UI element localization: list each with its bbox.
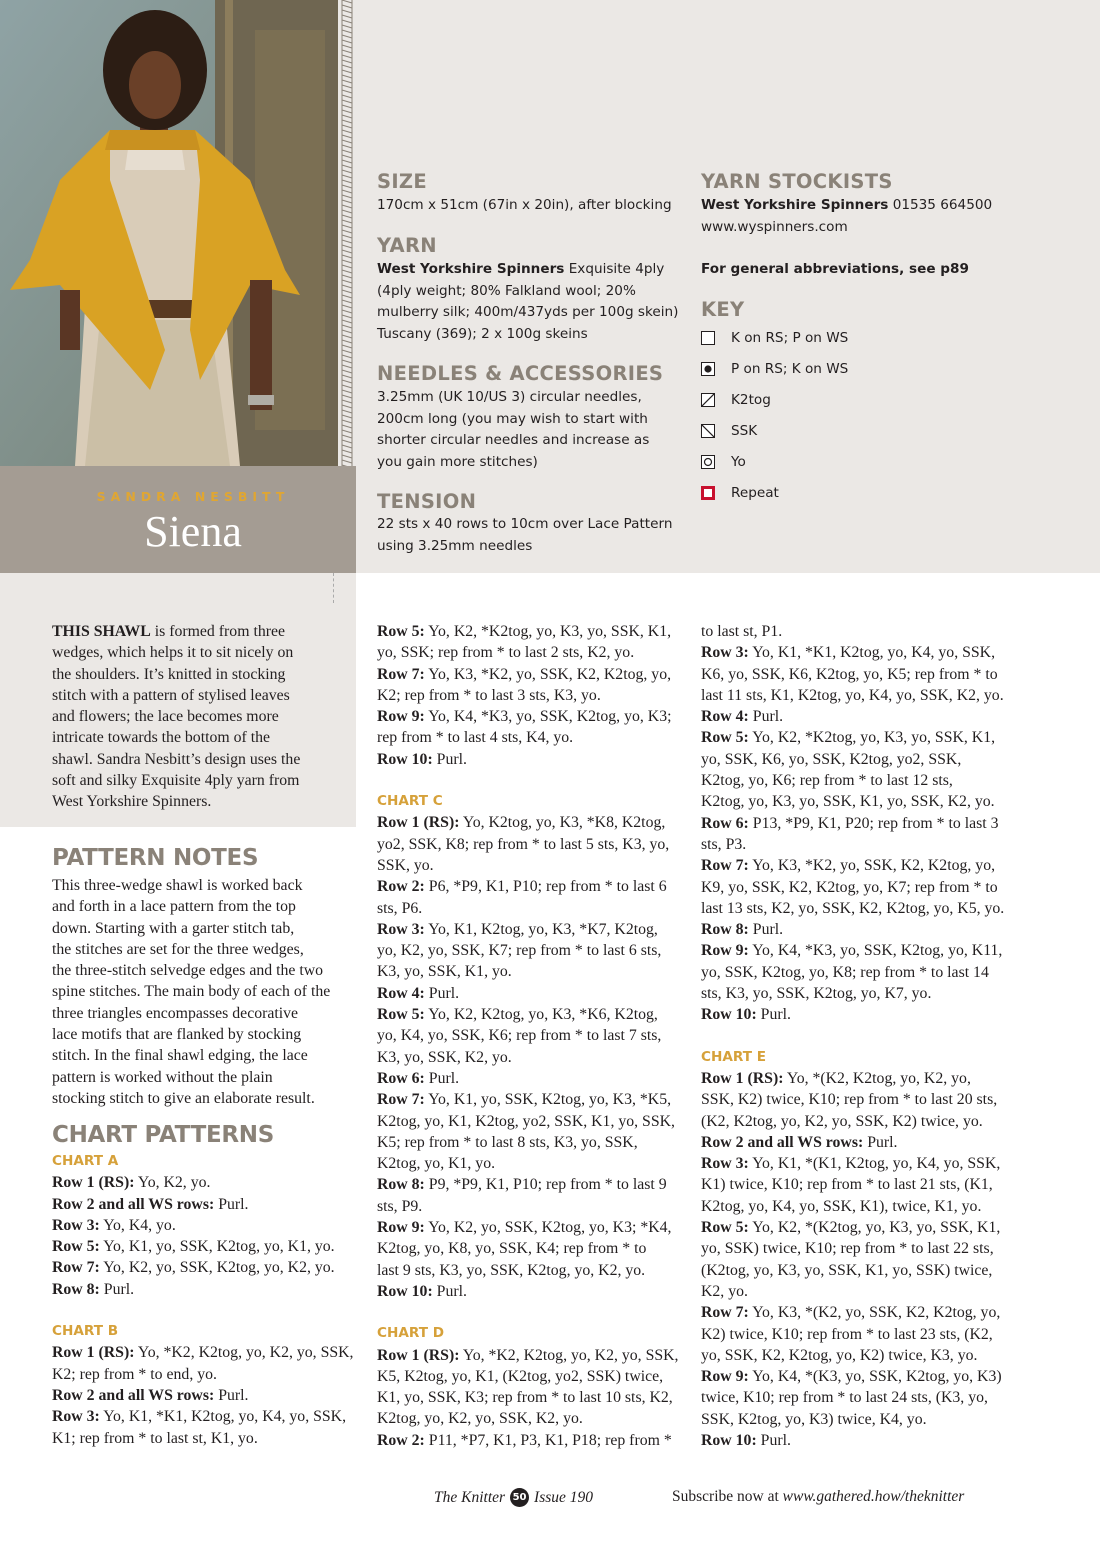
instruction-line: K2tog, yo, K3, yo, SSK, K1, yo, SSK, K2, yo.	[701, 793, 995, 811]
instruction-line: K1; rep from * to last st, K1, yo.	[52, 1429, 258, 1447]
instruction-line: Row 9: Yo, K4, *K3, yo, SSK, K2tog, yo, K11,	[701, 942, 1003, 960]
instruction-line: yo, SSK, K2, K2tog, yo, K2) twice, K3, yo.	[701, 1346, 978, 1364]
size-text: 170cm x 51cm (67in x 20in), after blocking	[377, 197, 672, 213]
instruction-line: SSK, K2) twice, K10; rep from * to last 20 sts,	[701, 1091, 998, 1109]
instruction-line: Row 5: Yo, K2, *K2tog, yo, K3, yo, SSK, K1,	[377, 623, 672, 640]
instruction-line: K2, yo.	[701, 1282, 748, 1300]
instruction-line: K5; rep from * to last 8 sts, K3, yo, SSK,	[377, 1133, 638, 1151]
instruction-line: yo, SSK) twice, K10; rep from * to last 22 sts,	[701, 1240, 994, 1258]
stockists-text: West Yorkshire Spinners 01535 664500 www.wyspinners.com	[701, 195, 992, 238]
spacer	[377, 770, 692, 791]
footer-subscribe: Subscribe now at www.gathered.how/theknitter	[672, 1488, 965, 1505]
abbreviations-note: For general abbreviations, see p89	[701, 261, 969, 277]
instruction-line: Row 3: Yo, K1, *K1, K2tog, yo, K4, yo, SSK,	[52, 1408, 347, 1426]
instruction-line: Row 2 and all WS rows: Purl.	[52, 1386, 249, 1404]
instructions-column-3	[701, 621, 1021, 1451]
spacer	[701, 1026, 1021, 1047]
instruction-line: sts, P6.	[377, 899, 423, 917]
key-heading: KEY	[701, 298, 745, 321]
instruction-line: Row 10: Purl.	[701, 1431, 791, 1449]
instruction-line: Row 2: P6, *P9, K1, P10; rep from * to last 6	[377, 878, 667, 896]
key-item: P on RS; K on WS	[701, 359, 848, 379]
spacer	[377, 1302, 692, 1323]
instruction-line: Row 5: Yo, K2, *K2tog, yo, K3, yo, SSK, K1,	[701, 729, 996, 747]
tension-text: 22 sts x 40 rows to 10cm over Lace Pattern using 3.25mm needles	[377, 516, 673, 554]
instruction-line: K2tog, yo, K1, K2tog, yo2, SSK, K1, yo, SSK,	[377, 1112, 675, 1130]
instruction-line: yo2, SSK, K8; rep from * to last 5 sts, K3, yo,	[377, 835, 670, 853]
instruction-line: Row 8: Purl.	[52, 1280, 135, 1298]
needles-heading: NEEDLES & ACCESSORIES	[377, 362, 664, 385]
instruction-line: Row 5: Yo, K2, K2tog, yo, K3, *K6, K2tog,	[377, 1006, 658, 1024]
instruction-line: Row 6: P13, *P9, K1, P20; rep from * to last 3	[701, 814, 999, 832]
instruction-line: Row 7: Yo, K2, yo, SSK, K2tog, yo, K2, yo.	[52, 1259, 335, 1277]
instruction-line: Row 8: P9, *P9, K1, P10; rep from * to last 9	[377, 1176, 667, 1194]
instruction-line: Row 10: Purl.	[377, 1282, 467, 1300]
instruction-line: K2tog, yo, K1, yo.	[377, 1155, 496, 1173]
instructions-column-2	[377, 621, 692, 1451]
needles-text: 3.25mm (UK 10/US 3) circular needles, 200cm long (you may wish to start with shorter circular needles and increase as you gain more stitches)	[377, 389, 650, 470]
red-square-icon	[701, 486, 715, 500]
instruction-line: Row 1 (RS): Yo, *K2, K2tog, yo, K2, yo, SSK,	[52, 1344, 354, 1362]
designer-name: SANDRA NESBITT	[96, 489, 290, 504]
instruction-line: K1, yo, SSK, K3; rep from * to last 10 sts, K2,	[377, 1389, 673, 1407]
instruction-line: sts, P9.	[377, 1197, 423, 1215]
tension-heading: TENSION	[377, 490, 477, 513]
yarn-text: West Yorkshire Spinners Exquisite 4ply (4ply weight; 80% Falkland wool; 20% mulberry silk; 400m/437yds per 100g skein) Tuscany (369); 2 x 100g skeins	[377, 261, 679, 342]
divider	[333, 573, 334, 603]
instruction-line: sts, K3, yo, SSK, K2tog, yo, K7, yo.	[701, 985, 932, 1003]
yarn-heading: YARN	[377, 234, 437, 257]
page-number: 50	[510, 1488, 529, 1507]
instruction-line: K3, yo, SSK, K2, yo.	[377, 1048, 512, 1066]
instruction-line: yo, SSK; rep from * to last 2 sts, K2, yo.	[377, 644, 635, 662]
instruction-line: Row 7: Yo, K3, *K2, yo, SSK, K2, K2tog, yo,	[701, 857, 996, 875]
instruction-line: yo, SSK, K6, yo, SSK, K2tog, yo2, SSK,	[701, 750, 962, 768]
instruction-line: SSK, yo.	[377, 856, 434, 874]
chart-heading: CHART A	[52, 1153, 119, 1169]
intro-text: THIS SHAWL is formed from three wedges, which helps it to sit nicely on the shoulders. It’s knitted in stocking stitch with a pattern of stylised leaves and flowers; the lace becomes more intricate towards the bottom of the shawl. Sandra Nesbitt’s design uses the soft and silky Exquisite 4ply yarn from West Yorkshire Spinners.	[52, 623, 301, 811]
instruction-line: Row 7: Yo, K1, yo, SSK, K2tog, yo, K3, *K5,	[377, 1091, 672, 1109]
instruction-line: Row 10: Purl.	[377, 750, 467, 768]
instruction-line: Row 9: Yo, K4, *K3, yo, SSK, K2tog, yo, K3;	[377, 708, 672, 726]
instruction-line: K5, K2tog, yo, K1, (K2tog, yo2, SSK) twice,	[377, 1367, 664, 1385]
footer-issue: The Knitter 50 Issue 190	[434, 1488, 594, 1506]
hero-photo	[0, 0, 340, 466]
instruction-line: to last st, P1.	[701, 623, 783, 640]
instruction-line: (K2, K2tog, yo, K2, yo, SSK, K2) twice, yo.	[701, 1112, 983, 1130]
instruction-line: K6, yo, SSK, K6, K2tog, yo, K5; rep from * to	[701, 665, 998, 683]
pattern-title: Siena	[144, 507, 242, 556]
instruction-line: Row 10: Purl.	[701, 1006, 791, 1024]
instruction-line: K2tog, yo, K6; rep from * to last 12 sts,	[701, 772, 953, 790]
instruction-line: Row 3: Yo, K1, *K1, K2tog, yo, K4, yo, SSK,	[701, 644, 996, 662]
slash-square-icon	[701, 393, 715, 407]
key-item: K2tog	[701, 390, 771, 410]
instruction-line: twice, K10; rep from * to last 24 sts, (K3, yo,	[701, 1389, 988, 1407]
blank-square-icon	[701, 331, 715, 345]
instruction-line: K9, yo, SSK, K2, K2tog, yo, K7; rep from * to	[701, 878, 998, 896]
stockists-heading: YARN STOCKISTS	[701, 170, 893, 193]
chart-heading: CHART D	[377, 1325, 445, 1342]
instruction-line: Row 2: P11, *P7, K1, P3, K1, P18; rep from *	[377, 1431, 672, 1449]
instruction-line: Row 1 (RS): Yo, *(K2, K2tog, yo, K2, yo,	[701, 1069, 971, 1087]
instruction-line: last 11 sts, K1, K2tog, yo, K4, yo, SSK, K2, yo.	[701, 686, 1004, 704]
dot-square-icon	[701, 362, 715, 376]
instruction-line: Row 4: Purl.	[377, 984, 460, 1002]
instruction-line: Row 1 (RS): Yo, K2tog, yo, K3, *K8, K2tog,	[377, 814, 666, 832]
instruction-line: rep from * to last 4 sts, K4, yo.	[377, 729, 574, 747]
instruction-line: Row 4: Purl.	[701, 708, 784, 726]
instruction-line: Row 1 (RS): Yo, *K2, K2tog, yo, K2, yo, SSK,	[377, 1346, 679, 1364]
instruction-line: last 9 sts, K3, yo, SSK, K2tog, yo, K2, yo.	[377, 1261, 646, 1279]
instruction-line: K2) twice, K10; rep from * to last 23 sts, (K2,	[701, 1325, 993, 1343]
instruction-line: Row 6: Purl.	[377, 1069, 460, 1087]
chart-heading: CHART C	[377, 793, 443, 810]
instruction-line: Row 9: Yo, K4, *(K3, yo, SSK, K2tog, yo, K3)	[701, 1368, 1002, 1386]
circle-square-icon	[701, 455, 715, 469]
instruction-line: Row 5: Yo, K2, *(K2tog, yo, K3, yo, SSK, K1,	[701, 1219, 1001, 1237]
instruction-line: K1) twice, K10; rep from * to last 21 sts, (K1,	[701, 1176, 993, 1194]
instruction-line: K2tog, yo, K4, yo, SSK, K1), twice, K1, yo.	[701, 1197, 982, 1215]
instruction-line: sts, P3.	[701, 835, 747, 853]
instruction-line: K2tog, yo, K2, yo, SSK, K2, yo.	[377, 1410, 583, 1428]
instruction-line: Row 1 (RS): Yo, K2, yo.	[52, 1174, 211, 1192]
instruction-line: K2; rep from * to last 3 sts, K3, yo.	[377, 686, 601, 704]
instruction-line: yo, K4, yo, SSK, K6; rep from * to last 7 sts,	[377, 1027, 662, 1045]
subscribe-link[interactable]: www.gathered.how/theknitter	[782, 1488, 965, 1505]
chart-heading: CHART E	[701, 1048, 767, 1065]
instruction-line: Row 7: Yo, K3, *(K2, yo, SSK, K2, K2tog, yo,	[701, 1304, 1001, 1322]
instruction-line: last 13 sts, K2, yo, SSK, K2, K2tog, yo, K5, yo.	[701, 899, 1005, 917]
chart-heading: CHART B	[52, 1323, 119, 1340]
backslash-square-icon	[701, 424, 715, 438]
yarn-brand: West Yorkshire Spinners	[377, 261, 565, 277]
instruction-line: yo, SSK, K2tog, yo, K8; rep from * to last 14	[701, 963, 989, 981]
instruction-line: Row 3: Yo, K1, *(K1, K2tog, yo, K4, yo, SSK,	[701, 1155, 1001, 1173]
key-item: Yo	[701, 452, 746, 472]
instruction-line: Row 8: Purl.	[701, 921, 784, 939]
instruction-line: Row 9: Yo, K2, yo, SSK, K2tog, yo, K3; *K4,	[377, 1219, 672, 1237]
size-heading: SIZE	[377, 170, 427, 193]
spacer	[52, 1300, 362, 1321]
instruction-line: yo, K2, yo, SSK, K7; rep from * to last 6 sts,	[377, 942, 662, 960]
instructions-column-1	[52, 1151, 362, 1449]
instruction-line: (K2tog, yo, K3, yo, SSK, K1, yo, SSK) twice,	[701, 1261, 993, 1279]
instruction-line: Row 3: Yo, K4, yo.	[52, 1216, 176, 1234]
instruction-line: SSK, K2tog, yo, K3) twice, K4, yo.	[701, 1410, 927, 1428]
instruction-line: Row 5: Yo, K1, yo, SSK, K2tog, yo, K1, yo.	[52, 1238, 335, 1256]
key-item: SSK	[701, 421, 757, 441]
instruction-line: Row 2 and all WS rows: Purl.	[52, 1195, 249, 1213]
pattern-notes-text: This three-wedge shawl is worked back and forth in a lace pattern from the top down. Starting with a garter stitch tab, the stitches are set for the three wedges, the three-stitch selvedge edges and the two spine stitches. The main body of each of the three triangles encompasses decorative lace motifs that are flanked by stocking stitch. In the final shawl edging, the lace pattern is worked without the plain stocking stitch to give an elaborate result.	[52, 877, 331, 1107]
instruction-line: K2tog, yo, K8, yo, SSK, K4; rep from * to	[377, 1240, 647, 1258]
stockist-website[interactable]: www.wyspinners.com	[701, 218, 848, 235]
instruction-line: Row 7: Yo, K3, *K2, yo, SSK, K2, K2tog, yo,	[377, 665, 672, 683]
instruction-line: Row 2 and all WS rows: Purl.	[701, 1133, 898, 1151]
instruction-line: K3, yo, SSK, K1, yo.	[377, 963, 512, 981]
chart-patterns-heading: CHART PATTERNS	[52, 1122, 275, 1148]
key-item: Repeat	[701, 483, 779, 503]
key-item: K on RS; P on WS	[701, 328, 848, 348]
instruction-line: Row 3: Yo, K1, K2tog, yo, K3, *K7, K2tog,	[377, 920, 658, 938]
pattern-notes-heading: PATTERN NOTES	[52, 845, 259, 871]
instruction-line: K2; rep from * to end, yo.	[52, 1365, 217, 1383]
